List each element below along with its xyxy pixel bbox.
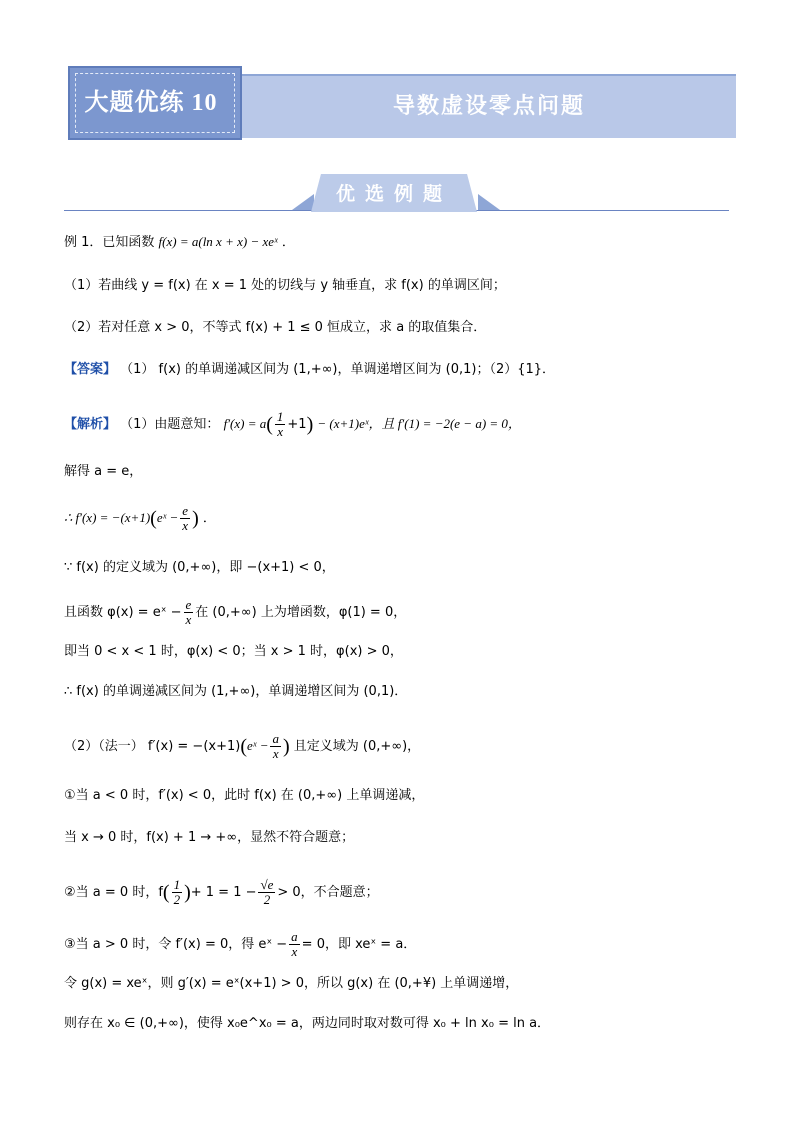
- analysis-line-14: 则存在 x₀ ∈ (0,+∞)，使得 x₀e^x₀ = a，两边同时取对数可得 x₀ + ln x₀ = ln a．: [64, 1016, 551, 1031]
- header-banner: [64, 66, 736, 142]
- analysis-line-10: 当 x → 0 时，f(x) + 1 → +∞，显然不符合题意；: [64, 830, 355, 845]
- analysis-l11b: + 1 = 1 −: [190, 885, 257, 900]
- analysis-l1b: f′(x) = a: [223, 416, 267, 431]
- fraction-a-over-x: $\frac{a}{x}$: [272, 731, 279, 761]
- fraction-one-over-two: $\frac{1}{2}$: [173, 877, 181, 907]
- analysis-l5b: 在 (0,+∞) 上为增函数，φ(1) = 0，: [195, 605, 407, 620]
- analysis-line-3: ∴ f′(x) = −(x+1)(eˣ − $\frac{e}{x}$ ) ．: [64, 503, 216, 533]
- fraction-sqrt-e-over-two: $\frac{√e}{2}$: [260, 877, 274, 907]
- answer-tag: 【答案】: [64, 362, 117, 377]
- section-badge: [311, 174, 477, 212]
- analysis-l11a: ②当 a = 0 时，f: [64, 885, 163, 900]
- answer-text: （1） f(x) 的单调递减区间为 (1,+∞)，单调递增区间为 (0,1)；（2）{1}．: [120, 362, 556, 377]
- badge-right-wing: [478, 194, 500, 210]
- answer-line: [64, 360, 555, 380]
- analysis-l8a: （2）（法一） f′(x) = −(x+1): [64, 739, 241, 754]
- analysis-l5a: 且函数 φ(x) = eˣ −: [64, 605, 182, 620]
- example-prefix: 例 1．已知函数: [64, 235, 155, 250]
- analysis-line-4: ∵ f(x) 的定义域为 (0,+∞)，即 −(x+1) < 0，: [64, 560, 335, 575]
- fraction-e-over-x-2: $\frac{e}{x}$: [185, 597, 192, 627]
- analysis-l11c: > 0，不合题意；: [277, 885, 379, 900]
- fraction-e-over-x: $\frac{e}{x}$: [182, 503, 189, 533]
- analysis-l8b: 且定义域为 (0,+∞)，: [293, 739, 421, 754]
- analysis-l1a: （1）由题意知：: [120, 417, 220, 432]
- analysis-l12b: = 0，即 xeˣ = a．: [301, 937, 417, 952]
- example-function: f(x) = a(ln x + x) − xeˣ: [158, 234, 278, 249]
- analysis-l1c: − (x+1)eˣ，且 f′(1) = −2(e − a) = 0，: [317, 416, 521, 431]
- analysis-l3b: ．: [202, 511, 216, 526]
- example-statement: [64, 232, 295, 253]
- badge-label: 优选例题: [335, 183, 452, 205]
- fraction-one-over-x: $\frac{1}{x}$: [276, 409, 284, 439]
- analysis-line-12: [64, 930, 416, 959]
- analysis-line-9: ①当 a < 0 时，f′(x) < 0，此时 f(x) 在 (0,+∞) 上单调递减，: [64, 788, 425, 803]
- analysis-line-5: [64, 598, 406, 627]
- fraction-a-over-x-2: $\frac{a}{x}$: [291, 929, 298, 959]
- left-paren: (: [266, 413, 273, 436]
- analysis-line-7: ∴ f(x) 的单调递减区间为 (1,+∞)，单调递增区间为 (0,1)．: [64, 684, 408, 699]
- example-end: ．: [281, 235, 295, 250]
- page-title: 导数虚设零点问题: [392, 94, 585, 119]
- analysis-l3a: ∴ f′(x) = −(x+1): [64, 510, 151, 525]
- banner-number-label: 大题优练 10: [84, 90, 218, 116]
- right-paren: ): [306, 413, 314, 436]
- analysis-line-8: （2）（法一） f′(x) = −(x+1)(eˣ − $\frac{a}{x}$ ) 且定义域为 (0,+∞)，: [64, 731, 421, 761]
- analysis-l12a: ③当 a > 0 时，令 f′(x) = 0，得 eˣ −: [64, 937, 288, 952]
- analysis-line-13: 令 g(x) = xeˣ，则 g′(x) = eˣ(x+1) > 0，所以 g(x) 在 (0,+¥) 上单调递增，: [64, 976, 519, 991]
- analysis-line-1: 【解析】 （1）由题意知： f′(x) = a( $\frac{1}{x}$ +1) − (x+1)eˣ，且 f′(1) = −2(e − a) = 0，: [64, 409, 521, 439]
- analysis-line-2: 解得 a = e，: [64, 464, 143, 479]
- analysis-line-6: 即当 0 < x < 1 时，φ(x) < 0；当 x > 1 时，φ(x) > 0，: [64, 644, 403, 659]
- question-1: （1）若曲线 y = f(x) 在 x = 1 处的切线与 y 轴垂直，求 f(x) 的单调区间；: [64, 278, 506, 293]
- analysis-line-11: ②当 a = 0 时，f( $\frac{1}{2}$ )+ 1 = 1 − $\frac{√e}{2}$ > 0，不合题意；: [64, 877, 379, 907]
- question-2: （2）若对任意 x > 0，不等式 f(x) + 1 ≤ 0 恒成立，求 a 的取值集合．: [64, 320, 487, 335]
- analysis-tag: 【解析】: [64, 417, 117, 432]
